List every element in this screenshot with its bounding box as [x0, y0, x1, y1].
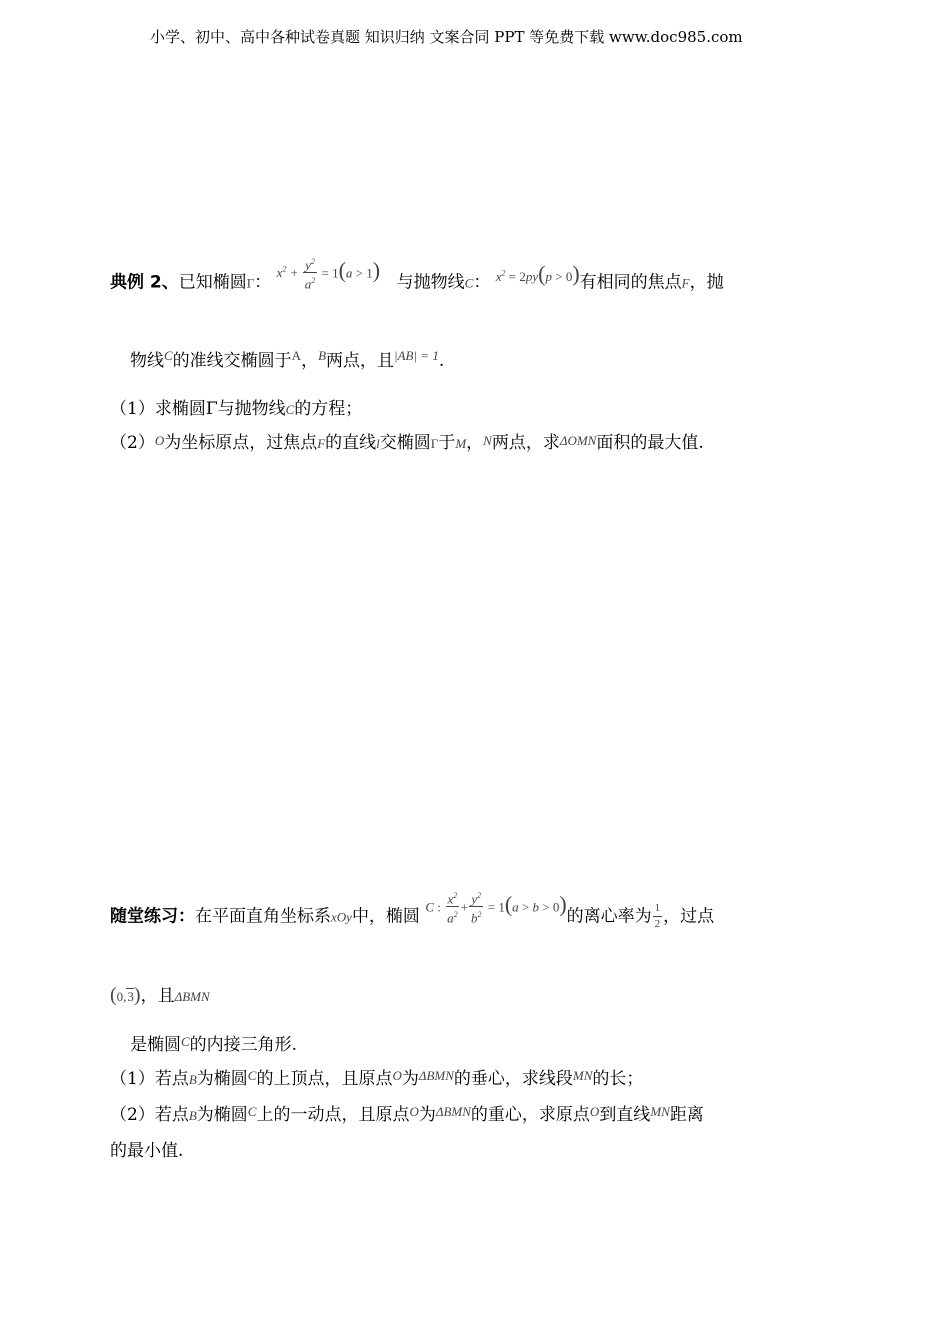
practice-question2-cont: 的最小值. — [110, 1141, 184, 1161]
ellipse-equation: $x^2$ + $\frac{y^2}{a^2}$ = 1(a > 1) — [277, 254, 397, 292]
practice-question1: （1）若点B为椭圆$^C$的上顶点，且原点$^O$为$^{\Delta BMN}$的垂心，求线段$^{MN}$的长； — [110, 1068, 644, 1089]
practice-line1: 随堂练习：在平面直角坐标系xOy中，椭圆 C : $\frac{x^2}{a^2}$ + $\frac{y^2}{b^2}$ = 1(a > b > 0)的离心率为 $\frac{1}{2}$ ，过点 — [110, 898, 714, 936]
page-header: 小学、初中、高中各种试卷真题 知识归纳 文案合同 PPT 等免费下载 www.doc985.com — [150, 28, 743, 46]
point-open: ( — [110, 984, 117, 1006]
practice-line3: 是椭圆$^C$的内接三角形. — [130, 1034, 298, 1055]
practice-ellipse-equation: C : $\frac{x^2}{a^2}$ + $\frac{y^2}{b^2}$ = 1(a > b > 0) — [425, 888, 566, 926]
sqrt-three: 3 — [127, 989, 134, 1004]
parabola-equation: $x^2 = 2py(p > 0)$ — [495, 261, 580, 287]
practice-label: 随堂练习： — [110, 906, 195, 927]
example2-line1: 典例 2、已知椭圆Γ： $x^2$ + $\frac{y^2}{a^2}$ = 1(a > 1) 与抛物线C： $x^2 = 2py(p > 0)$有相同的焦点F，抛 — [110, 264, 724, 302]
example2-question2: （2）O为坐标原点，过焦点F的直线l交椭圆Γ于M，N两点，求ΔOMN面积的最大值. — [110, 433, 704, 453]
practice-line2: (0,3)，且ΔBMN — [110, 984, 210, 1006]
example2-line2: 物线$^C$的准线交椭圆于$^A$，$^B$两点，且$^{|AB| = 1}$. — [130, 348, 445, 371]
eccentricity-fraction: $\frac{1}{2}$ — [654, 902, 661, 931]
example2-question1: （1）求椭圆Γ与抛物线C的方程； — [110, 399, 363, 419]
abs-ab: |AB| = 1 — [394, 348, 439, 363]
example2-label: 典例 2、 — [110, 272, 179, 293]
practice-question2: （2）若点B为椭圆$^C$上的一动点，且原点$^O$为$^{\Delta BMN}$的重心，求原点$^O$到直线$^{MN}$距离 — [110, 1104, 704, 1125]
point-close: ) — [133, 984, 141, 1006]
